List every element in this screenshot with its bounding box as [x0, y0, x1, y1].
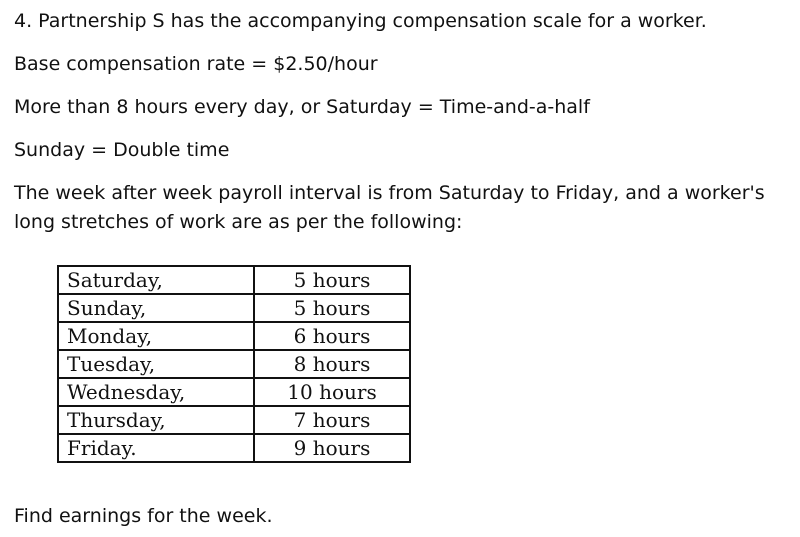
day-cell: Tuesday,	[58, 350, 254, 378]
hours-table-container	[57, 265, 411, 463]
day-cell: Saturday,	[58, 266, 254, 294]
base-rate-text: Base compensation rate = $2.50/hour	[14, 53, 378, 75]
day-cell: Friday.	[58, 434, 254, 462]
table-row	[58, 350, 410, 378]
hours-cell: 9 hours	[254, 434, 410, 462]
overtime-rule-text: More than 8 hours every day, or Saturday = Time-and-a-half	[14, 96, 590, 118]
day-cell: Wednesday,	[58, 378, 254, 406]
hours-cell: 5 hours	[254, 266, 410, 294]
table-row	[58, 322, 410, 350]
table-row	[58, 406, 410, 434]
question-prompt: Find earnings for the week.	[14, 505, 273, 527]
hours-cell: 6 hours	[254, 322, 410, 350]
payroll-period-text	[14, 179, 765, 237]
payroll-period-line-1: The week after week payroll interval is from Saturday to Friday, and a worker's	[14, 182, 765, 204]
hours-cell: 7 hours	[254, 406, 410, 434]
hours-table	[57, 265, 411, 463]
payroll-period-line-2: long stretches of work are as per the following:	[14, 211, 463, 233]
day-cell: Monday,	[58, 322, 254, 350]
table-row	[58, 434, 410, 462]
hours-cell: 5 hours	[254, 294, 410, 322]
hours-cell: 10 hours	[254, 378, 410, 406]
table-row	[58, 378, 410, 406]
table-row	[58, 266, 410, 294]
day-cell: Thursday,	[58, 406, 254, 434]
day-cell: Sunday,	[58, 294, 254, 322]
question-intro: 4. Partnership S has the accompanying compensation scale for a worker.	[14, 10, 707, 32]
hours-cell: 8 hours	[254, 350, 410, 378]
sunday-rule-text: Sunday = Double time	[14, 139, 230, 161]
table-row	[58, 294, 410, 322]
